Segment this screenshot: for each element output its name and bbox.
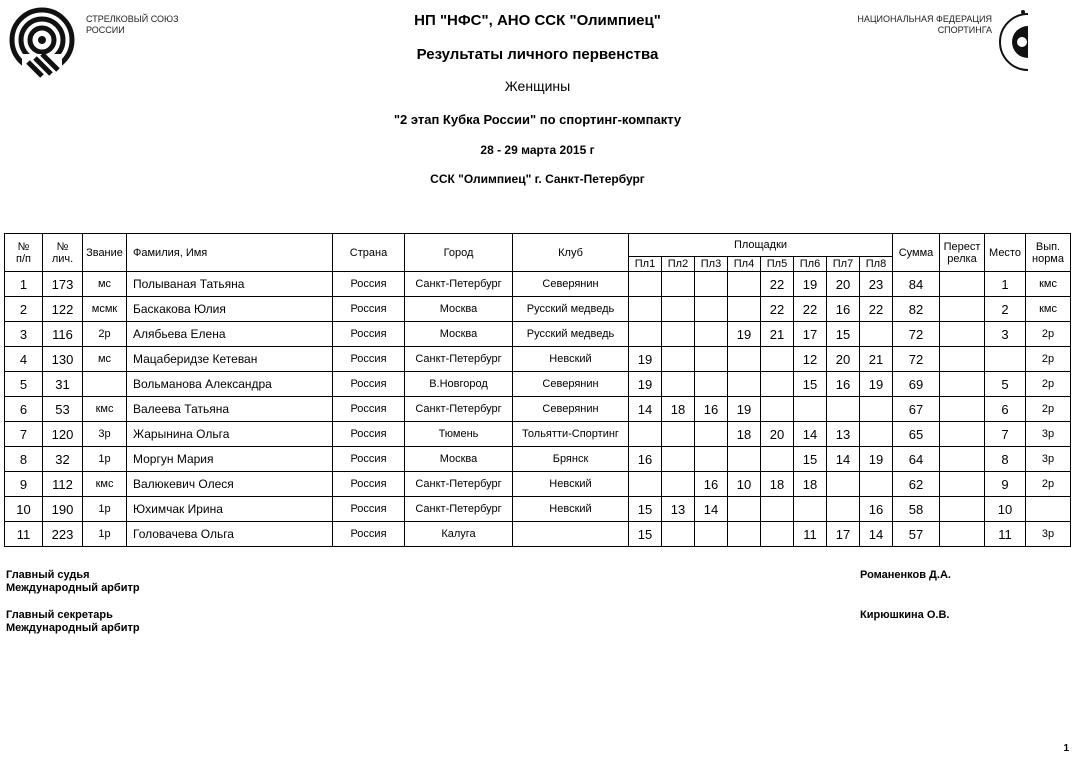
cell-station-score: 19 xyxy=(629,372,662,397)
cell-rank: мс xyxy=(83,272,127,297)
cell-total: 84 xyxy=(893,272,940,297)
cell-club: Брянск xyxy=(513,447,629,472)
cell-city: Москва xyxy=(405,447,513,472)
cell-name: Мацаберидзе Кетеван xyxy=(127,347,333,372)
cell-station-score: 15 xyxy=(827,322,860,347)
cell-station-score: 14 xyxy=(695,497,728,522)
cell-station-score xyxy=(695,372,728,397)
cell-norm: 3р xyxy=(1026,447,1071,472)
cell-name: Жарынина Ольга xyxy=(127,422,333,447)
cell-total: 58 xyxy=(893,497,940,522)
cell-station-score: 18 xyxy=(794,472,827,497)
table-row xyxy=(5,497,1071,522)
cell-rank: кмс xyxy=(83,472,127,497)
cell-name: Головачева Ольга xyxy=(127,522,333,547)
cell-norm: 2р xyxy=(1026,472,1071,497)
chief-judge-block xyxy=(6,569,140,595)
cell-station-score xyxy=(629,322,662,347)
cell-station-score: 20 xyxy=(761,422,794,447)
cell-num: 11 xyxy=(5,522,43,547)
table-row xyxy=(5,347,1071,372)
cell-station-score xyxy=(695,297,728,322)
cell-station-score: 19 xyxy=(728,397,761,422)
cell-license: 130 xyxy=(43,347,83,372)
cell-station-score: 16 xyxy=(860,497,893,522)
cell-name: Полываная Татьяна xyxy=(127,272,333,297)
document-subtitle: Результаты личного первенства xyxy=(416,46,659,63)
cell-station-score xyxy=(629,297,662,322)
cell-norm: 3р xyxy=(1026,522,1071,547)
cell-club xyxy=(513,522,629,547)
cell-country: Россия xyxy=(333,372,405,397)
cell-shootoff xyxy=(940,272,985,297)
cell-rank: мсмк xyxy=(83,297,127,322)
org-left-name: СТРЕЛКОВЫЙ СОЮЗ РОССИИ xyxy=(86,14,179,35)
cell-station-score: 14 xyxy=(827,447,860,472)
cell-station-score xyxy=(794,397,827,422)
cell-station-score xyxy=(695,422,728,447)
cell-station-score xyxy=(662,447,695,472)
cell-station-score xyxy=(761,347,794,372)
cell-station-score xyxy=(761,372,794,397)
cell-station-score xyxy=(629,422,662,447)
cell-place: 5 xyxy=(985,372,1026,397)
cell-station-score: 21 xyxy=(860,347,893,372)
cell-license: 190 xyxy=(43,497,83,522)
table-row xyxy=(5,397,1071,422)
cell-station-score: 19 xyxy=(629,347,662,372)
cell-num: 9 xyxy=(5,472,43,497)
cell-station-score: 14 xyxy=(794,422,827,447)
cell-club: Северянин xyxy=(513,372,629,397)
cell-station-score: 16 xyxy=(695,472,728,497)
col-header-license: № лич. xyxy=(43,234,83,272)
cell-name: Вольманова Александра xyxy=(127,372,333,397)
cell-place: 9 xyxy=(985,472,1026,497)
cell-station-score: 19 xyxy=(860,447,893,472)
cell-station-score: 16 xyxy=(827,297,860,322)
col-header-place: Место xyxy=(985,234,1026,272)
cell-station-score xyxy=(629,472,662,497)
table-row xyxy=(5,472,1071,497)
col-header-station: Пл5 xyxy=(761,257,794,272)
cell-license: 31 xyxy=(43,372,83,397)
cell-station-score xyxy=(662,422,695,447)
cell-station-score: 16 xyxy=(695,397,728,422)
cell-station-score xyxy=(662,322,695,347)
cell-norm: 2р xyxy=(1026,322,1071,347)
cell-city: Калуга xyxy=(405,522,513,547)
chief-secretary-role: Международный арбитр xyxy=(6,622,140,634)
cell-rank: 1р xyxy=(83,447,127,472)
col-header-num: № п/п xyxy=(5,234,43,272)
cell-name: Алябьева Елена xyxy=(127,322,333,347)
cell-club: Русский медведь xyxy=(513,322,629,347)
table-row xyxy=(5,422,1071,447)
cell-station-score xyxy=(695,522,728,547)
cell-station-score: 19 xyxy=(794,272,827,297)
cell-num: 2 xyxy=(5,297,43,322)
cell-station-score xyxy=(728,297,761,322)
cell-license: 53 xyxy=(43,397,83,422)
cell-station-score: 15 xyxy=(794,372,827,397)
cell-num: 6 xyxy=(5,397,43,422)
cell-place: 1 xyxy=(985,272,1026,297)
cell-station-score: 15 xyxy=(794,447,827,472)
cell-station-score xyxy=(662,472,695,497)
cell-station-score: 14 xyxy=(860,522,893,547)
cell-station-score: 18 xyxy=(728,422,761,447)
cell-shootoff xyxy=(940,522,985,547)
cell-station-score xyxy=(728,497,761,522)
cell-shootoff xyxy=(940,322,985,347)
cell-shootoff xyxy=(940,422,985,447)
col-header-rank: Звание xyxy=(83,234,127,272)
table-row xyxy=(5,322,1071,347)
cell-license: 173 xyxy=(43,272,83,297)
cell-place: 6 xyxy=(985,397,1026,422)
cell-station-score xyxy=(827,497,860,522)
cell-license: 116 xyxy=(43,322,83,347)
cell-norm xyxy=(1026,497,1071,522)
cell-norm: кмс xyxy=(1026,297,1071,322)
document-title: НП "НФС", АНО ССК "Олимпиец" xyxy=(414,12,661,29)
cell-station-score xyxy=(728,372,761,397)
cell-station-score xyxy=(728,447,761,472)
cell-place: 8 xyxy=(985,447,1026,472)
cell-club: Невский xyxy=(513,472,629,497)
cell-station-score: 19 xyxy=(728,322,761,347)
cell-shootoff xyxy=(940,497,985,522)
cell-country: Россия xyxy=(333,472,405,497)
cell-station-score: 18 xyxy=(662,397,695,422)
cell-city: Санкт-Петербург xyxy=(405,397,513,422)
cell-station-score xyxy=(662,522,695,547)
cell-station-score: 16 xyxy=(827,372,860,397)
event-venue: ССК "Олимпиец" г. Санкт-Петербург xyxy=(430,172,645,186)
cell-num: 4 xyxy=(5,347,43,372)
cell-club: Невский xyxy=(513,497,629,522)
cell-station-score xyxy=(761,522,794,547)
col-header-station: Пл4 xyxy=(728,257,761,272)
cell-country: Россия xyxy=(333,447,405,472)
cell-license: 223 xyxy=(43,522,83,547)
cell-station-score xyxy=(662,297,695,322)
cell-station-score: 15 xyxy=(629,522,662,547)
cell-city: Санкт-Петербург xyxy=(405,272,513,297)
cell-rank: 2р xyxy=(83,322,127,347)
cell-station-score: 23 xyxy=(860,272,893,297)
cell-country: Россия xyxy=(333,522,405,547)
cell-license: 122 xyxy=(43,297,83,322)
col-header-club: Клуб xyxy=(513,234,629,272)
col-header-station: Пл3 xyxy=(695,257,728,272)
chief-secretary-name: Кирюшкина О.В. xyxy=(860,609,950,621)
category-label: Женщины xyxy=(504,78,571,94)
cell-station-score: 21 xyxy=(761,322,794,347)
cell-station-score xyxy=(728,522,761,547)
cell-total: 57 xyxy=(893,522,940,547)
cell-total: 72 xyxy=(893,347,940,372)
cell-station-score xyxy=(860,472,893,497)
cell-license: 32 xyxy=(43,447,83,472)
cell-station-score: 16 xyxy=(629,447,662,472)
cell-norm: 3р xyxy=(1026,422,1071,447)
cell-num: 1 xyxy=(5,272,43,297)
cell-station-score: 22 xyxy=(761,297,794,322)
cell-total: 65 xyxy=(893,422,940,447)
cell-num: 10 xyxy=(5,497,43,522)
col-header-country: Страна xyxy=(333,234,405,272)
table-row xyxy=(5,447,1071,472)
cell-name: Юхимчак Ирина xyxy=(127,497,333,522)
col-header-station: Пл6 xyxy=(794,257,827,272)
cell-license: 120 xyxy=(43,422,83,447)
cell-country: Россия xyxy=(333,322,405,347)
cell-station-score xyxy=(662,372,695,397)
cell-name: Баскакова Юлия xyxy=(127,297,333,322)
cell-station-score xyxy=(695,347,728,372)
page-number: 1 xyxy=(1063,743,1069,754)
chief-secretary-block xyxy=(6,609,140,635)
cell-station-score: 20 xyxy=(827,272,860,297)
cell-shootoff xyxy=(940,472,985,497)
cell-rank: мс xyxy=(83,347,127,372)
cell-station-score xyxy=(629,272,662,297)
results-table xyxy=(4,233,1071,547)
cell-shootoff xyxy=(940,297,985,322)
cell-city: В.Новгород xyxy=(405,372,513,397)
cell-station-score xyxy=(761,447,794,472)
cell-station-score: 10 xyxy=(728,472,761,497)
cell-place: 3 xyxy=(985,322,1026,347)
cell-station-score: 17 xyxy=(794,322,827,347)
cell-station-score: 13 xyxy=(827,422,860,447)
cell-station-score: 17 xyxy=(827,522,860,547)
cell-city: Москва xyxy=(405,322,513,347)
cell-station-score xyxy=(695,447,728,472)
cell-station-score: 22 xyxy=(794,297,827,322)
cell-club: Северянин xyxy=(513,397,629,422)
col-header-stations: Площадки xyxy=(629,234,893,257)
table-row xyxy=(5,372,1071,397)
cell-total: 67 xyxy=(893,397,940,422)
cell-num: 5 xyxy=(5,372,43,397)
cell-rank xyxy=(83,372,127,397)
col-header-city: Город xyxy=(405,234,513,272)
cell-station-score: 12 xyxy=(794,347,827,372)
cell-station-score: 18 xyxy=(761,472,794,497)
cell-station-score: 22 xyxy=(761,272,794,297)
cell-station-score xyxy=(662,272,695,297)
cell-rank: 3р xyxy=(83,422,127,447)
cell-name: Моргун Мария xyxy=(127,447,333,472)
cell-country: Россия xyxy=(333,422,405,447)
cell-city: Москва xyxy=(405,297,513,322)
cell-country: Россия xyxy=(333,347,405,372)
cell-club: Тольятти-Спортинг xyxy=(513,422,629,447)
cell-station-score: 11 xyxy=(794,522,827,547)
cell-shootoff xyxy=(940,447,985,472)
cell-station-score xyxy=(662,347,695,372)
cell-rank: 1р xyxy=(83,522,127,547)
cell-norm: 2р xyxy=(1026,347,1071,372)
cell-country: Россия xyxy=(333,397,405,422)
cell-place: 11 xyxy=(985,522,1026,547)
chief-judge-name: Романенков Д.А. xyxy=(860,569,951,581)
cell-norm: кмс xyxy=(1026,272,1071,297)
cell-norm: 2р xyxy=(1026,397,1071,422)
cell-club: Невский xyxy=(513,347,629,372)
col-header-shootoff: Перест релка xyxy=(940,234,985,272)
cell-station-score xyxy=(827,397,860,422)
col-header-station: Пл7 xyxy=(827,257,860,272)
col-header-name: Фамилия, Имя xyxy=(127,234,333,272)
org-right-name: НАЦИОНАЛЬНАЯ ФЕДЕРАЦИЯ СПОРТИНГА xyxy=(857,14,992,35)
cell-station-score: 13 xyxy=(662,497,695,522)
chief-judge-role: Международный арбитр xyxy=(6,582,140,594)
cell-station-score xyxy=(728,347,761,372)
cell-station-score xyxy=(761,397,794,422)
table-row xyxy=(5,272,1071,297)
cell-shootoff xyxy=(940,372,985,397)
col-header-station: Пл2 xyxy=(662,257,695,272)
cell-station-score xyxy=(860,422,893,447)
cell-num: 7 xyxy=(5,422,43,447)
chief-secretary-title: Главный секретарь xyxy=(6,609,113,621)
cell-country: Россия xyxy=(333,497,405,522)
cell-total: 64 xyxy=(893,447,940,472)
cell-station-score xyxy=(860,397,893,422)
cell-station-score xyxy=(827,472,860,497)
cell-place: 2 xyxy=(985,297,1026,322)
cell-place: 7 xyxy=(985,422,1026,447)
cell-station-score: 22 xyxy=(860,297,893,322)
col-header-station: Пл8 xyxy=(860,257,893,272)
col-header-total: Сумма xyxy=(893,234,940,272)
cell-station-score xyxy=(695,272,728,297)
cell-station-score xyxy=(860,322,893,347)
cell-station-score xyxy=(794,497,827,522)
cell-rank: кмс xyxy=(83,397,127,422)
chief-judge-title: Главный судья xyxy=(6,569,90,581)
cell-country: Россия xyxy=(333,297,405,322)
cell-station-score xyxy=(695,322,728,347)
cell-total: 69 xyxy=(893,372,940,397)
cell-name: Валеева Татьяна xyxy=(127,397,333,422)
cell-norm: 2р xyxy=(1026,372,1071,397)
cell-num: 3 xyxy=(5,322,43,347)
cell-name: Валюкевич Олеся xyxy=(127,472,333,497)
col-header-norm: Вып. норма xyxy=(1026,234,1071,272)
cell-num: 8 xyxy=(5,447,43,472)
event-name: "2 этап Кубка России" по спортинг-компакту xyxy=(393,112,682,127)
cell-country: Россия xyxy=(333,272,405,297)
cell-club: Русский медведь xyxy=(513,297,629,322)
cell-city: Санкт-Петербург xyxy=(405,472,513,497)
cell-place: 10 xyxy=(985,497,1026,522)
cell-station-score: 19 xyxy=(860,372,893,397)
cell-place xyxy=(985,347,1026,372)
cell-station-score xyxy=(761,497,794,522)
cell-station-score: 20 xyxy=(827,347,860,372)
cell-station-score: 15 xyxy=(629,497,662,522)
cell-city: Тюмень xyxy=(405,422,513,447)
cell-station-score xyxy=(728,272,761,297)
table-row xyxy=(5,522,1071,547)
cell-shootoff xyxy=(940,397,985,422)
table-row xyxy=(5,297,1071,322)
cell-total: 62 xyxy=(893,472,940,497)
cell-city: Санкт-Петербург xyxy=(405,497,513,522)
cell-station-score: 14 xyxy=(629,397,662,422)
cell-license: 112 xyxy=(43,472,83,497)
cell-city: Санкт-Петербург xyxy=(405,347,513,372)
event-dates: 28 - 29 марта 2015 г xyxy=(480,143,595,157)
cell-club: Северянин xyxy=(513,272,629,297)
cell-total: 82 xyxy=(893,297,940,322)
cell-total: 72 xyxy=(893,322,940,347)
cell-shootoff xyxy=(940,347,985,372)
cell-rank: 1р xyxy=(83,497,127,522)
col-header-station: Пл1 xyxy=(629,257,662,272)
